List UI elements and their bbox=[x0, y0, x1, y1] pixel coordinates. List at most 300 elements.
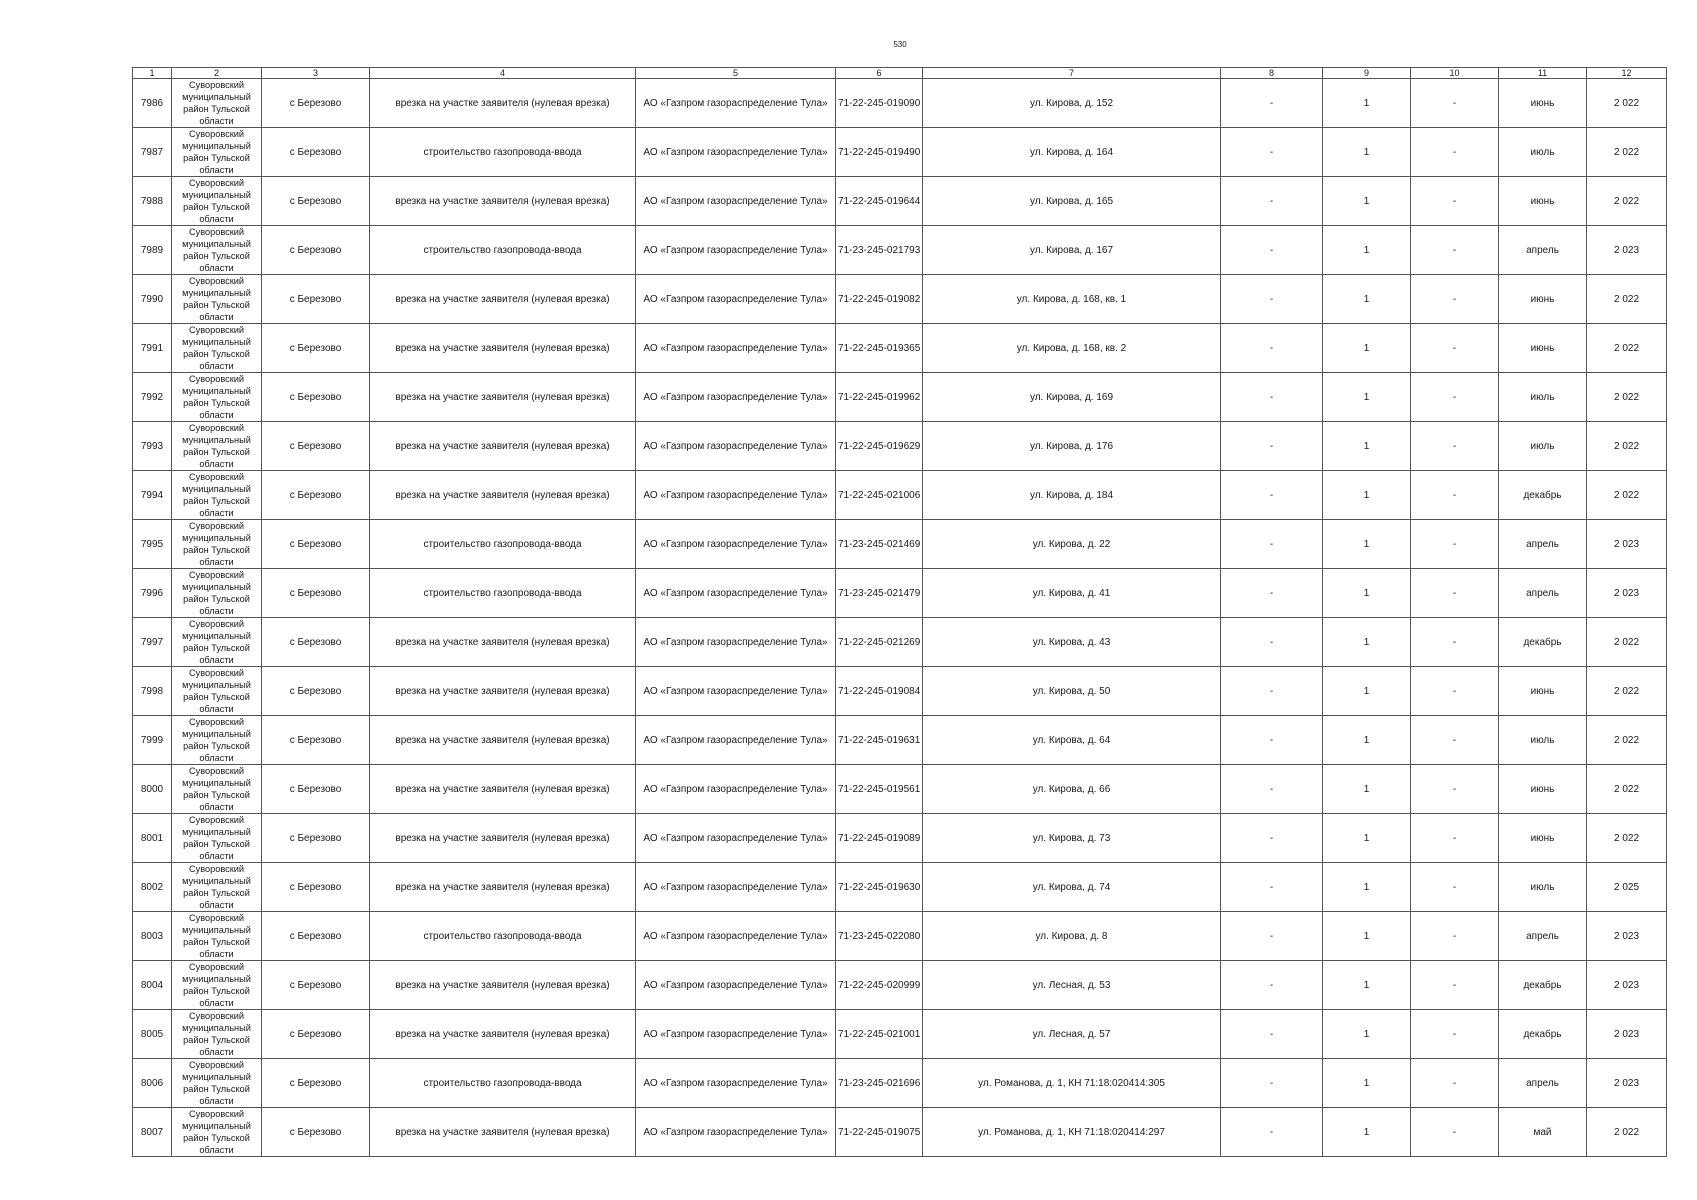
column-10-cell: - bbox=[1411, 961, 1499, 1010]
table-row bbox=[133, 569, 1667, 618]
month-cell: июль bbox=[1499, 128, 1587, 177]
application-code-cell: 71-22-245-019089 bbox=[836, 814, 923, 863]
year-cell: 2 022 bbox=[1587, 471, 1667, 520]
column-number-header: 2 bbox=[172, 68, 262, 79]
column-9-cell: 1 bbox=[1323, 1010, 1411, 1059]
application-code-cell: 71-23-245-021479 bbox=[836, 569, 923, 618]
municipal-district-cell: Суворовский муниципальный район Тульской области bbox=[172, 520, 262, 569]
column-8-cell: - bbox=[1221, 1059, 1323, 1108]
address-cell: ул. Кирова, д. 169 bbox=[923, 373, 1221, 422]
register-table-body bbox=[133, 79, 1667, 1157]
row-number-cell: 7986 bbox=[133, 79, 172, 128]
work-type-cell: врезка на участке заявителя (нулевая врезка) bbox=[370, 1010, 636, 1059]
work-type-cell: врезка на участке заявителя (нулевая врезка) bbox=[370, 814, 636, 863]
organization-cell: АО «Газпром газораспределение Тула» bbox=[636, 128, 836, 177]
settlement-cell: с Березово bbox=[262, 324, 370, 373]
settlement-cell: с Березово bbox=[262, 814, 370, 863]
month-cell: декабрь bbox=[1499, 961, 1587, 1010]
application-code-cell: 71-22-245-021269 bbox=[836, 618, 923, 667]
organization-cell: АО «Газпром газораспределение Тула» bbox=[636, 324, 836, 373]
municipal-district-cell: Суворовский муниципальный район Тульской области bbox=[172, 716, 262, 765]
table-row bbox=[133, 863, 1667, 912]
table-row bbox=[133, 667, 1667, 716]
application-code-cell: 71-22-245-021006 bbox=[836, 471, 923, 520]
year-cell: 2 023 bbox=[1587, 1010, 1667, 1059]
address-cell: ул. Кирова, д. 167 bbox=[923, 226, 1221, 275]
column-10-cell: - bbox=[1411, 1059, 1499, 1108]
column-number-header: 9 bbox=[1323, 68, 1411, 79]
organization-cell: АО «Газпром газораспределение Тула» bbox=[636, 1010, 836, 1059]
column-9-cell: 1 bbox=[1323, 324, 1411, 373]
address-cell: ул. Лесная, д. 57 bbox=[923, 1010, 1221, 1059]
work-type-cell: врезка на участке заявителя (нулевая врезка) bbox=[370, 1108, 636, 1157]
settlement-cell: с Березово bbox=[262, 275, 370, 324]
column-8-cell: - bbox=[1221, 863, 1323, 912]
column-8-cell: - bbox=[1221, 1108, 1323, 1157]
application-code-cell: 71-22-245-019090 bbox=[836, 79, 923, 128]
settlement-cell: с Березово bbox=[262, 618, 370, 667]
address-cell: ул. Кирова, д. 168, кв. 2 bbox=[923, 324, 1221, 373]
year-cell: 2 022 bbox=[1587, 422, 1667, 471]
work-type-cell: строительство газопровода-ввода bbox=[370, 226, 636, 275]
column-10-cell: - bbox=[1411, 863, 1499, 912]
table-row bbox=[133, 716, 1667, 765]
year-cell: 2 023 bbox=[1587, 520, 1667, 569]
table-row bbox=[133, 1059, 1667, 1108]
column-10-cell: - bbox=[1411, 716, 1499, 765]
municipal-district-cell: Суворовский муниципальный район Тульской области bbox=[172, 569, 262, 618]
settlement-cell: с Березово bbox=[262, 471, 370, 520]
work-type-cell: врезка на участке заявителя (нулевая врезка) bbox=[370, 324, 636, 373]
work-type-cell: строительство газопровода-ввода bbox=[370, 912, 636, 961]
municipal-district-cell: Суворовский муниципальный район Тульской области bbox=[172, 1108, 262, 1157]
application-code-cell: 71-22-245-019082 bbox=[836, 275, 923, 324]
column-number-header: 11 bbox=[1499, 68, 1587, 79]
table-row bbox=[133, 226, 1667, 275]
year-cell: 2 023 bbox=[1587, 912, 1667, 961]
row-number-cell: 8000 bbox=[133, 765, 172, 814]
table-row bbox=[133, 275, 1667, 324]
column-8-cell: - bbox=[1221, 520, 1323, 569]
column-9-cell: 1 bbox=[1323, 912, 1411, 961]
column-8-cell: - bbox=[1221, 226, 1323, 275]
column-9-cell: 1 bbox=[1323, 765, 1411, 814]
settlement-cell: с Березово bbox=[262, 863, 370, 912]
application-code-cell: 71-22-245-019962 bbox=[836, 373, 923, 422]
year-cell: 2 022 bbox=[1587, 177, 1667, 226]
column-10-cell: - bbox=[1411, 618, 1499, 667]
month-cell: июль bbox=[1499, 422, 1587, 471]
column-9-cell: 1 bbox=[1323, 1059, 1411, 1108]
column-8-cell: - bbox=[1221, 373, 1323, 422]
organization-cell: АО «Газпром газораспределение Тула» bbox=[636, 863, 836, 912]
column-8-cell: - bbox=[1221, 471, 1323, 520]
month-cell: апрель bbox=[1499, 226, 1587, 275]
column-10-cell: - bbox=[1411, 569, 1499, 618]
year-cell: 2 022 bbox=[1587, 275, 1667, 324]
column-10-cell: - bbox=[1411, 912, 1499, 961]
month-cell: июль bbox=[1499, 863, 1587, 912]
year-cell: 2 022 bbox=[1587, 618, 1667, 667]
month-cell: декабрь bbox=[1499, 618, 1587, 667]
settlement-cell: с Березово bbox=[262, 177, 370, 226]
year-cell: 2 022 bbox=[1587, 765, 1667, 814]
address-cell: ул. Кирова, д. 43 bbox=[923, 618, 1221, 667]
row-number-cell: 8005 bbox=[133, 1010, 172, 1059]
year-cell: 2 022 bbox=[1587, 128, 1667, 177]
row-number-cell: 7997 bbox=[133, 618, 172, 667]
work-type-cell: врезка на участке заявителя (нулевая врезка) bbox=[370, 275, 636, 324]
column-9-cell: 1 bbox=[1323, 373, 1411, 422]
column-8-cell: - bbox=[1221, 79, 1323, 128]
municipal-district-cell: Суворовский муниципальный район Тульской области bbox=[172, 912, 262, 961]
month-cell: апрель bbox=[1499, 1059, 1587, 1108]
column-10-cell: - bbox=[1411, 128, 1499, 177]
application-code-cell: 71-22-245-019629 bbox=[836, 422, 923, 471]
row-number-cell: 7999 bbox=[133, 716, 172, 765]
settlement-cell: с Березово bbox=[262, 520, 370, 569]
month-cell: декабрь bbox=[1499, 471, 1587, 520]
column-10-cell: - bbox=[1411, 520, 1499, 569]
column-8-cell: - bbox=[1221, 275, 1323, 324]
column-number-header: 12 bbox=[1587, 68, 1667, 79]
column-10-cell: - bbox=[1411, 667, 1499, 716]
organization-cell: АО «Газпром газораспределение Тула» bbox=[636, 716, 836, 765]
column-8-cell: - bbox=[1221, 1010, 1323, 1059]
work-type-cell: врезка на участке заявителя (нулевая врезка) bbox=[370, 471, 636, 520]
column-8-cell: - bbox=[1221, 961, 1323, 1010]
column-10-cell: - bbox=[1411, 177, 1499, 226]
month-cell: июнь bbox=[1499, 275, 1587, 324]
municipal-district-cell: Суворовский муниципальный район Тульской области bbox=[172, 324, 262, 373]
application-code-cell: 71-22-245-019084 bbox=[836, 667, 923, 716]
row-number-cell: 8004 bbox=[133, 961, 172, 1010]
municipal-district-cell: Суворовский муниципальный район Тульской области bbox=[172, 79, 262, 128]
municipal-district-cell: Суворовский муниципальный район Тульской области bbox=[172, 128, 262, 177]
table-row bbox=[133, 765, 1667, 814]
year-cell: 2 023 bbox=[1587, 226, 1667, 275]
column-number-header: 4 bbox=[370, 68, 636, 79]
column-10-cell: - bbox=[1411, 422, 1499, 471]
address-cell: ул. Кирова, д. 41 bbox=[923, 569, 1221, 618]
address-cell: ул. Кирова, д. 184 bbox=[923, 471, 1221, 520]
municipal-district-cell: Суворовский муниципальный район Тульской области bbox=[172, 471, 262, 520]
settlement-cell: с Березово bbox=[262, 128, 370, 177]
application-code-cell: 71-23-245-021696 bbox=[836, 1059, 923, 1108]
column-10-cell: - bbox=[1411, 471, 1499, 520]
year-cell: 2 022 bbox=[1587, 324, 1667, 373]
column-9-cell: 1 bbox=[1323, 814, 1411, 863]
row-number-cell: 7995 bbox=[133, 520, 172, 569]
settlement-cell: с Березово bbox=[262, 226, 370, 275]
column-10-cell: - bbox=[1411, 814, 1499, 863]
row-number-cell: 7998 bbox=[133, 667, 172, 716]
work-type-cell: врезка на участке заявителя (нулевая врезка) bbox=[370, 177, 636, 226]
work-type-cell: врезка на участке заявителя (нулевая врезка) bbox=[370, 765, 636, 814]
column-8-cell: - bbox=[1221, 569, 1323, 618]
column-number-header: 3 bbox=[262, 68, 370, 79]
column-10-cell: - bbox=[1411, 226, 1499, 275]
work-type-cell: врезка на участке заявителя (нулевая врезка) bbox=[370, 667, 636, 716]
column-8-cell: - bbox=[1221, 618, 1323, 667]
table-row bbox=[133, 128, 1667, 177]
month-cell: июнь bbox=[1499, 814, 1587, 863]
row-number-cell: 8001 bbox=[133, 814, 172, 863]
column-9-cell: 1 bbox=[1323, 520, 1411, 569]
year-cell: 2 022 bbox=[1587, 79, 1667, 128]
row-number-cell: 7994 bbox=[133, 471, 172, 520]
settlement-cell: с Березово bbox=[262, 1108, 370, 1157]
column-9-cell: 1 bbox=[1323, 79, 1411, 128]
month-cell: апрель bbox=[1499, 520, 1587, 569]
application-code-cell: 71-23-245-021469 bbox=[836, 520, 923, 569]
month-cell: декабрь bbox=[1499, 1010, 1587, 1059]
table-row bbox=[133, 1010, 1667, 1059]
application-code-cell: 71-22-245-019365 bbox=[836, 324, 923, 373]
application-code-cell: 71-22-245-019630 bbox=[836, 863, 923, 912]
municipal-district-cell: Суворовский муниципальный район Тульской области bbox=[172, 863, 262, 912]
row-number-cell: 8002 bbox=[133, 863, 172, 912]
work-type-cell: врезка на участке заявителя (нулевая врезка) bbox=[370, 79, 636, 128]
column-10-cell: - bbox=[1411, 79, 1499, 128]
column-10-cell: - bbox=[1411, 765, 1499, 814]
table-row bbox=[133, 961, 1667, 1010]
municipal-district-cell: Суворовский муниципальный район Тульской области bbox=[172, 275, 262, 324]
month-cell: июль bbox=[1499, 716, 1587, 765]
column-8-cell: - bbox=[1221, 912, 1323, 961]
municipal-district-cell: Суворовский муниципальный район Тульской области bbox=[172, 226, 262, 275]
municipal-district-cell: Суворовский муниципальный район Тульской области bbox=[172, 667, 262, 716]
municipal-district-cell: Суворовский муниципальный район Тульской области bbox=[172, 1010, 262, 1059]
address-cell: ул. Кирова, д. 74 bbox=[923, 863, 1221, 912]
row-number-cell: 7988 bbox=[133, 177, 172, 226]
column-8-cell: - bbox=[1221, 422, 1323, 471]
settlement-cell: с Березово bbox=[262, 79, 370, 128]
address-cell: ул. Кирова, д. 73 bbox=[923, 814, 1221, 863]
column-number-header: 1 bbox=[133, 68, 172, 79]
work-type-cell: строительство газопровода-ввода bbox=[370, 128, 636, 177]
column-9-cell: 1 bbox=[1323, 471, 1411, 520]
municipal-district-cell: Суворовский муниципальный район Тульской области bbox=[172, 961, 262, 1010]
municipal-district-cell: Суворовский муниципальный район Тульской области bbox=[172, 814, 262, 863]
work-type-cell: строительство газопровода-ввода bbox=[370, 569, 636, 618]
work-type-cell: врезка на участке заявителя (нулевая врезка) bbox=[370, 422, 636, 471]
column-number-header: 10 bbox=[1411, 68, 1499, 79]
organization-cell: АО «Газпром газораспределение Тула» bbox=[636, 569, 836, 618]
table-row bbox=[133, 324, 1667, 373]
month-cell: июнь bbox=[1499, 177, 1587, 226]
table-row bbox=[133, 177, 1667, 226]
page-number: 530 bbox=[893, 40, 907, 49]
row-number-cell: 7996 bbox=[133, 569, 172, 618]
organization-cell: АО «Газпром газораспределение Тула» bbox=[636, 177, 836, 226]
organization-cell: АО «Газпром газораспределение Тула» bbox=[636, 471, 836, 520]
column-8-cell: - bbox=[1221, 814, 1323, 863]
row-number-cell: 7990 bbox=[133, 275, 172, 324]
organization-cell: АО «Газпром газораспределение Тула» bbox=[636, 79, 836, 128]
column-9-cell: 1 bbox=[1323, 422, 1411, 471]
table-row bbox=[133, 373, 1667, 422]
settlement-cell: с Березово bbox=[262, 373, 370, 422]
organization-cell: АО «Газпром газораспределение Тула» bbox=[636, 961, 836, 1010]
year-cell: 2 023 bbox=[1587, 961, 1667, 1010]
column-10-cell: - bbox=[1411, 275, 1499, 324]
settlement-cell: с Березово bbox=[262, 422, 370, 471]
application-code-cell: 71-22-245-019490 bbox=[836, 128, 923, 177]
column-9-cell: 1 bbox=[1323, 569, 1411, 618]
row-number-cell: 7987 bbox=[133, 128, 172, 177]
application-code-cell: 71-22-245-019631 bbox=[836, 716, 923, 765]
municipal-district-cell: Суворовский муниципальный район Тульской области bbox=[172, 373, 262, 422]
column-9-cell: 1 bbox=[1323, 1108, 1411, 1157]
month-cell: июнь bbox=[1499, 324, 1587, 373]
settlement-cell: с Березово bbox=[262, 1059, 370, 1108]
address-cell: ул. Кирова, д. 64 bbox=[923, 716, 1221, 765]
work-type-cell: врезка на участке заявителя (нулевая врезка) bbox=[370, 716, 636, 765]
settlement-cell: с Березово bbox=[262, 912, 370, 961]
application-code-cell: 71-22-245-019561 bbox=[836, 765, 923, 814]
month-cell: июль bbox=[1499, 373, 1587, 422]
row-number-cell: 7989 bbox=[133, 226, 172, 275]
table-row bbox=[133, 912, 1667, 961]
organization-cell: АО «Газпром газораспределение Тула» bbox=[636, 275, 836, 324]
address-cell: ул. Романова, д. 1, КН 71:18:020414:305 bbox=[923, 1059, 1221, 1108]
table-row bbox=[133, 79, 1667, 128]
month-cell: июнь bbox=[1499, 765, 1587, 814]
municipal-district-cell: Суворовский муниципальный район Тульской области bbox=[172, 422, 262, 471]
address-cell: ул. Кирова, д. 176 bbox=[923, 422, 1221, 471]
year-cell: 2 022 bbox=[1587, 814, 1667, 863]
address-cell: ул. Лесная, д. 53 bbox=[923, 961, 1221, 1010]
column-9-cell: 1 bbox=[1323, 863, 1411, 912]
column-8-cell: - bbox=[1221, 324, 1323, 373]
month-cell: июнь bbox=[1499, 79, 1587, 128]
settlement-cell: с Березово bbox=[262, 716, 370, 765]
month-cell: май bbox=[1499, 1108, 1587, 1157]
organization-cell: АО «Газпром газораспределение Тула» bbox=[636, 765, 836, 814]
column-number-header: 8 bbox=[1221, 68, 1323, 79]
organization-cell: АО «Газпром газораспределение Тула» bbox=[636, 1108, 836, 1157]
row-number-cell: 8003 bbox=[133, 912, 172, 961]
table-row bbox=[133, 618, 1667, 667]
settlement-cell: с Березово bbox=[262, 765, 370, 814]
organization-cell: АО «Газпром газораспределение Тула» bbox=[636, 520, 836, 569]
municipal-district-cell: Суворовский муниципальный район Тульской области bbox=[172, 765, 262, 814]
organization-cell: АО «Газпром газораспределение Тула» bbox=[636, 226, 836, 275]
column-8-cell: - bbox=[1221, 765, 1323, 814]
application-code-cell: 71-22-245-021001 bbox=[836, 1010, 923, 1059]
column-10-cell: - bbox=[1411, 324, 1499, 373]
settlement-cell: с Березово bbox=[262, 961, 370, 1010]
year-cell: 2 022 bbox=[1587, 1108, 1667, 1157]
row-number-cell: 8006 bbox=[133, 1059, 172, 1108]
column-8-cell: - bbox=[1221, 716, 1323, 765]
column-8-cell: - bbox=[1221, 177, 1323, 226]
column-number-header: 7 bbox=[923, 68, 1221, 79]
organization-cell: АО «Газпром газораспределение Тула» bbox=[636, 422, 836, 471]
row-number-cell: 7991 bbox=[133, 324, 172, 373]
column-9-cell: 1 bbox=[1323, 128, 1411, 177]
month-cell: июнь bbox=[1499, 667, 1587, 716]
organization-cell: АО «Газпром газораспределение Тула» bbox=[636, 618, 836, 667]
table-row bbox=[133, 1108, 1667, 1157]
organization-cell: АО «Газпром газораспределение Тула» bbox=[636, 1059, 836, 1108]
table-row bbox=[133, 814, 1667, 863]
organization-cell: АО «Газпром газораспределение Тула» bbox=[636, 912, 836, 961]
work-type-cell: врезка на участке заявителя (нулевая врезка) bbox=[370, 373, 636, 422]
column-9-cell: 1 bbox=[1323, 716, 1411, 765]
row-number-cell: 8007 bbox=[133, 1108, 172, 1157]
work-type-cell: врезка на участке заявителя (нулевая врезка) bbox=[370, 961, 636, 1010]
address-cell: ул. Кирова, д. 66 bbox=[923, 765, 1221, 814]
address-cell: ул. Романова, д. 1, КН 71:18:020414:297 bbox=[923, 1108, 1221, 1157]
column-10-cell: - bbox=[1411, 1010, 1499, 1059]
year-cell: 2 023 bbox=[1587, 569, 1667, 618]
address-cell: ул. Кирова, д. 164 bbox=[923, 128, 1221, 177]
work-type-cell: врезка на участке заявителя (нулевая врезка) bbox=[370, 618, 636, 667]
year-cell: 2 022 bbox=[1587, 716, 1667, 765]
column-number-header: 6 bbox=[836, 68, 923, 79]
settlement-cell: с Березово bbox=[262, 569, 370, 618]
column-9-cell: 1 bbox=[1323, 177, 1411, 226]
year-cell: 2 022 bbox=[1587, 667, 1667, 716]
column-number-header-row bbox=[133, 68, 1667, 79]
application-code-cell: 71-22-245-020999 bbox=[836, 961, 923, 1010]
column-9-cell: 1 bbox=[1323, 667, 1411, 716]
application-code-cell: 71-22-245-019075 bbox=[836, 1108, 923, 1157]
column-9-cell: 1 bbox=[1323, 275, 1411, 324]
address-cell: ул. Кирова, д. 22 bbox=[923, 520, 1221, 569]
row-number-cell: 7992 bbox=[133, 373, 172, 422]
column-10-cell: - bbox=[1411, 1108, 1499, 1157]
organization-cell: АО «Газпром газораспределение Тула» bbox=[636, 667, 836, 716]
address-cell: ул. Кирова, д. 168, кв. 1 bbox=[923, 275, 1221, 324]
column-9-cell: 1 bbox=[1323, 618, 1411, 667]
organization-cell: АО «Газпром газораспределение Тула» bbox=[636, 373, 836, 422]
work-type-cell: строительство газопровода-ввода bbox=[370, 520, 636, 569]
address-cell: ул. Кирова, д. 8 bbox=[923, 912, 1221, 961]
column-9-cell: 1 bbox=[1323, 961, 1411, 1010]
column-10-cell: - bbox=[1411, 373, 1499, 422]
table-row bbox=[133, 520, 1667, 569]
work-type-cell: врезка на участке заявителя (нулевая врезка) bbox=[370, 863, 636, 912]
year-cell: 2 022 bbox=[1587, 373, 1667, 422]
row-number-cell: 7993 bbox=[133, 422, 172, 471]
settlement-cell: с Березово bbox=[262, 1010, 370, 1059]
municipal-district-cell: Суворовский муниципальный район Тульской области bbox=[172, 1059, 262, 1108]
organization-cell: АО «Газпром газораспределение Тула» bbox=[636, 814, 836, 863]
column-8-cell: - bbox=[1221, 667, 1323, 716]
work-type-cell: строительство газопровода-ввода bbox=[370, 1059, 636, 1108]
municipal-district-cell: Суворовский муниципальный район Тульской области bbox=[172, 618, 262, 667]
table-row bbox=[133, 471, 1667, 520]
month-cell: апрель bbox=[1499, 569, 1587, 618]
year-cell: 2 025 bbox=[1587, 863, 1667, 912]
address-cell: ул. Кирова, д. 50 bbox=[923, 667, 1221, 716]
gasification-register-table bbox=[132, 67, 1667, 1157]
application-code-cell: 71-23-245-021793 bbox=[836, 226, 923, 275]
month-cell: апрель bbox=[1499, 912, 1587, 961]
year-cell: 2 023 bbox=[1587, 1059, 1667, 1108]
table-row bbox=[133, 422, 1667, 471]
municipal-district-cell: Суворовский муниципальный район Тульской области bbox=[172, 177, 262, 226]
address-cell: ул. Кирова, д. 152 bbox=[923, 79, 1221, 128]
address-cell: ул. Кирова, д. 165 bbox=[923, 177, 1221, 226]
column-9-cell: 1 bbox=[1323, 226, 1411, 275]
application-code-cell: 71-22-245-019644 bbox=[836, 177, 923, 226]
column-8-cell: - bbox=[1221, 128, 1323, 177]
column-number-header: 5 bbox=[636, 68, 836, 79]
